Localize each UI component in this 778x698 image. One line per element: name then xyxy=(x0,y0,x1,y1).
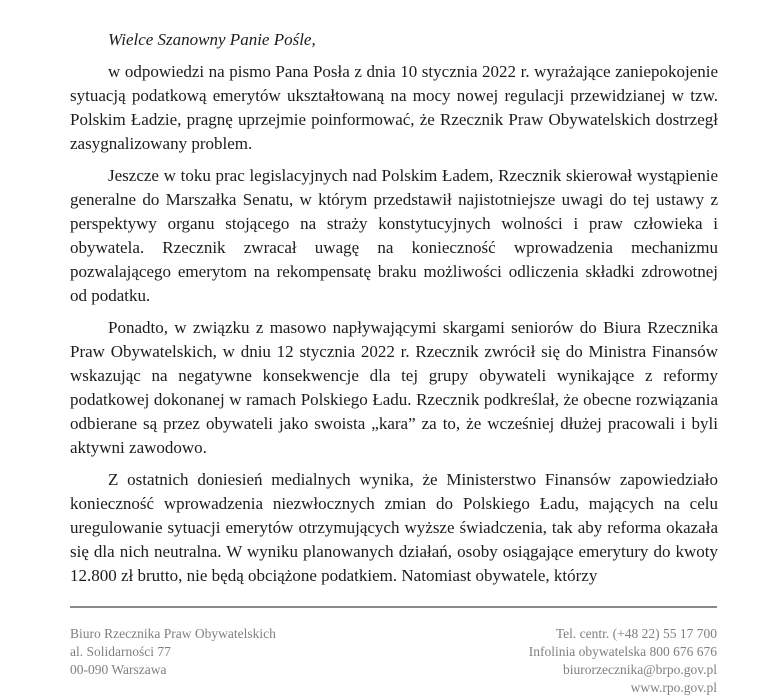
office-street: al. Solidarności 77 xyxy=(70,644,171,659)
letter-body xyxy=(70,28,718,588)
website-url: www.rpo.gov.pl xyxy=(630,680,717,695)
salutation: Wielce Szanowny Panie Pośle, xyxy=(108,30,316,49)
office-address-block xyxy=(70,625,276,697)
paragraph-2: Jeszcze w toku prac legislacyjnych nad Polskim Ładem, Rzecznik skierował wystąpienie generalne do Marszałka Senatu, w którym przedstawił najistotniejsze uwagi do tej ustawy z perspektywy organu stojącego na straży konstytucyjnych wolności i praw człowieka i obywatela. Rzecznik zwracał uwagę na konieczność wprowadzenia mechanizmu pozwalającego emerytom na rekompensatę braku możliwości odliczenia składki zdrowotnej od podatku. xyxy=(70,166,718,305)
letter-footer xyxy=(70,606,717,697)
office-name: Biuro Rzecznika Praw Obywatelskich xyxy=(70,626,276,641)
footer-divider xyxy=(70,606,717,608)
helpline-number: Infolinia obywatelska 800 676 676 xyxy=(528,644,717,659)
office-city: 00-090 Warszawa xyxy=(70,662,167,677)
paragraph-1: w odpowiedzi na pismo Pana Posła z dnia 10 stycznia 2022 r. wyrażające zaniepokojenie sytuacją podatkową emerytów ukształtowaną na mocy nowej regulacji przewidzianej w tzw. Polskim Ładzie, pragnę uprzejmie poinformować, że Rzecznik Praw Obywatelskich dostrzegł zasygnalizowany problem. xyxy=(70,62,718,153)
paragraph-4: Z ostatnich doniesień medialnych wynika, że Ministerstwo Finansów zapowiedziało konieczność wprowadzenia niezwłocznych zmian do Polskiego Ładu, mających na celu uregulowanie sytuacji emerytów otrzymujących wyższe świadczenia, tak aby reforma okazała się dla nich neutralna. W wyniku planowanych działań, osoby osiągające emerytury do kwoty 12.800 zł brutto, nie będą obciążone podatkiem. Natomiast obywatele, którzy xyxy=(70,470,718,585)
footer-columns xyxy=(70,625,717,697)
paragraph-3: Ponadto, w związku z masowo napływającymi skargami seniorów do Biura Rzecznika Praw Obywatelskich, w dniu 12 stycznia 2022 r. Rzecznik zwrócił się do Ministra Finansów wskazując na negatywne konsekwencje dla tej grupy obywateli wynikające z reformy podatkowej dokonanej w ramach Polskiego Ładu. Rzecznik podkreślał, że obecne rozwiązania odbierane są przez obywateli jako swoista „kara” za to, że wcześniej dłużej pracowali i byli aktywni zawodowo. xyxy=(70,318,718,457)
email-address: biurorzecznika@brpo.gov.pl xyxy=(562,662,717,677)
phone-number: Tel. centr. (+48 22) 55 17 700 xyxy=(555,626,717,641)
contact-info-block xyxy=(529,625,717,697)
